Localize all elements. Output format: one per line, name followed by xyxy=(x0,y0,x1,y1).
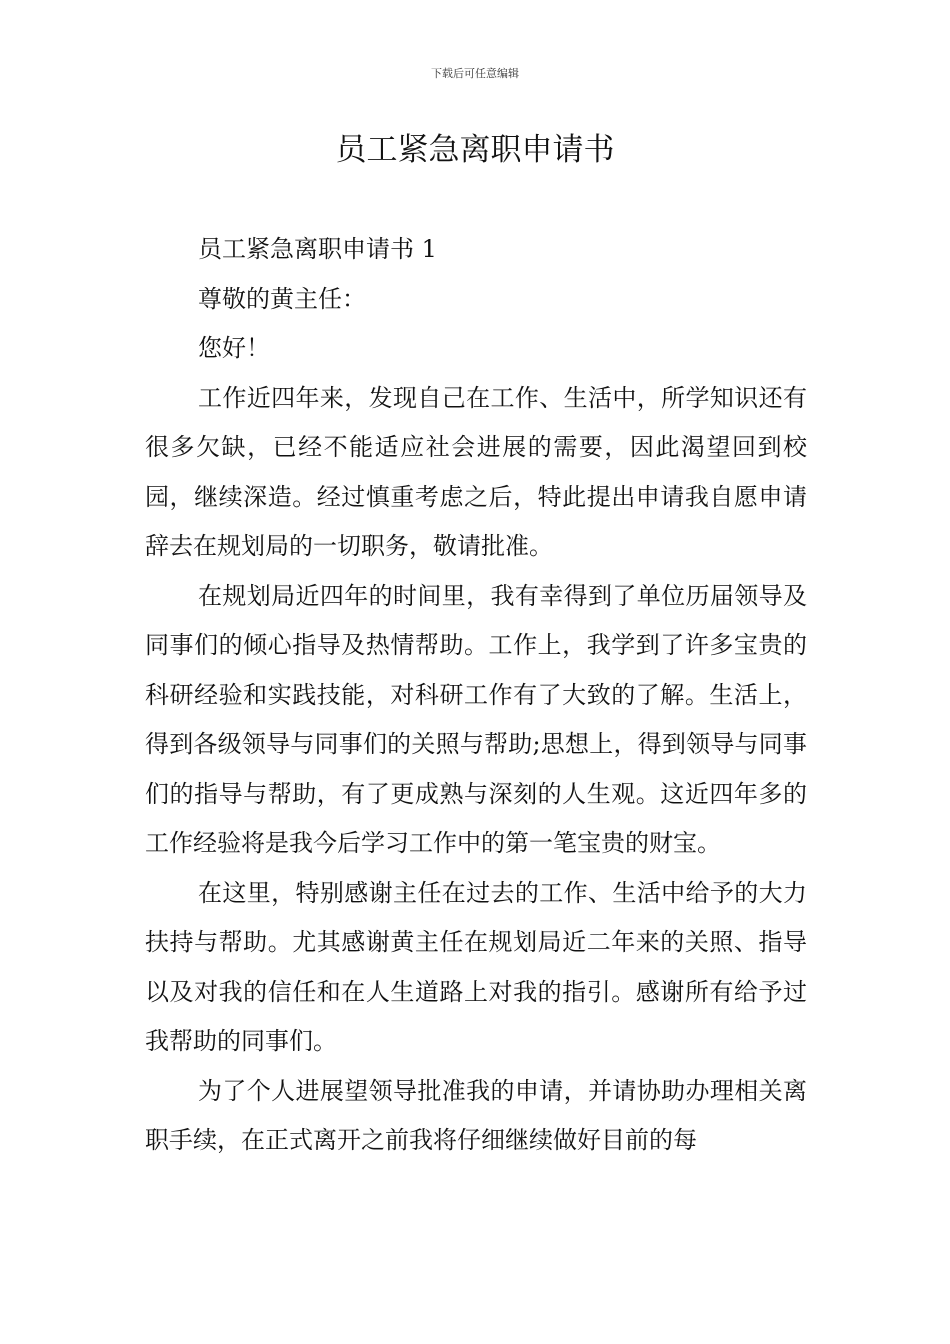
header-note: 下载后可任意编辑 xyxy=(431,67,519,80)
greeting: 您好！ xyxy=(198,334,270,362)
document-title: 员工紧急离职申请书 xyxy=(335,132,615,168)
body-paragraph: 为了个人进展望领导批准我的申请，并请协助办理相关离职手续，在正式离开之前我将仔细继续做好目前的每 xyxy=(145,1076,807,1154)
salutation: 尊敬的黄主任： xyxy=(198,284,366,313)
document-body xyxy=(145,225,807,1166)
body-paragraph: 在规划局近四年的时间里，我有幸得到了单位历届领导及同事们的倾心指导及热情帮助。工作上，我学到了许多宝贵的科研经验和实践技能，对科研工作有了大致的了解。生活上，得到各级领导与同事们的关照与帮助;思想上，得到领导与同事们的指导与帮助，有了更成熟与深刻的人生观。这近四年多的工作经验将是我今后学习工作中的第一笔宝贵的财宝。 xyxy=(145,581,807,857)
body-paragraph: 在这里，特别感谢主任在过去的工作、生活中给予的大力扶持与帮助。尤其感谢黄主任在规划局近二年来的关照、指导以及对我的信任和在人生道路上对我的指引。感谢所有给予过我帮助的同事们。 xyxy=(145,878,807,1055)
body-paragraph: 工作近四年来，发现自己在工作、生活中，所学知识还有很多欠缺，已经不能适应社会进展的需要，因此渴望回到校园，继续深造。经过慎重考虑之后，特此提出申请我自愿申请辞去在规划局的一切职务，敬请批准。 xyxy=(145,383,807,560)
section-heading: 员工紧急离职申请书 1 xyxy=(198,235,437,263)
